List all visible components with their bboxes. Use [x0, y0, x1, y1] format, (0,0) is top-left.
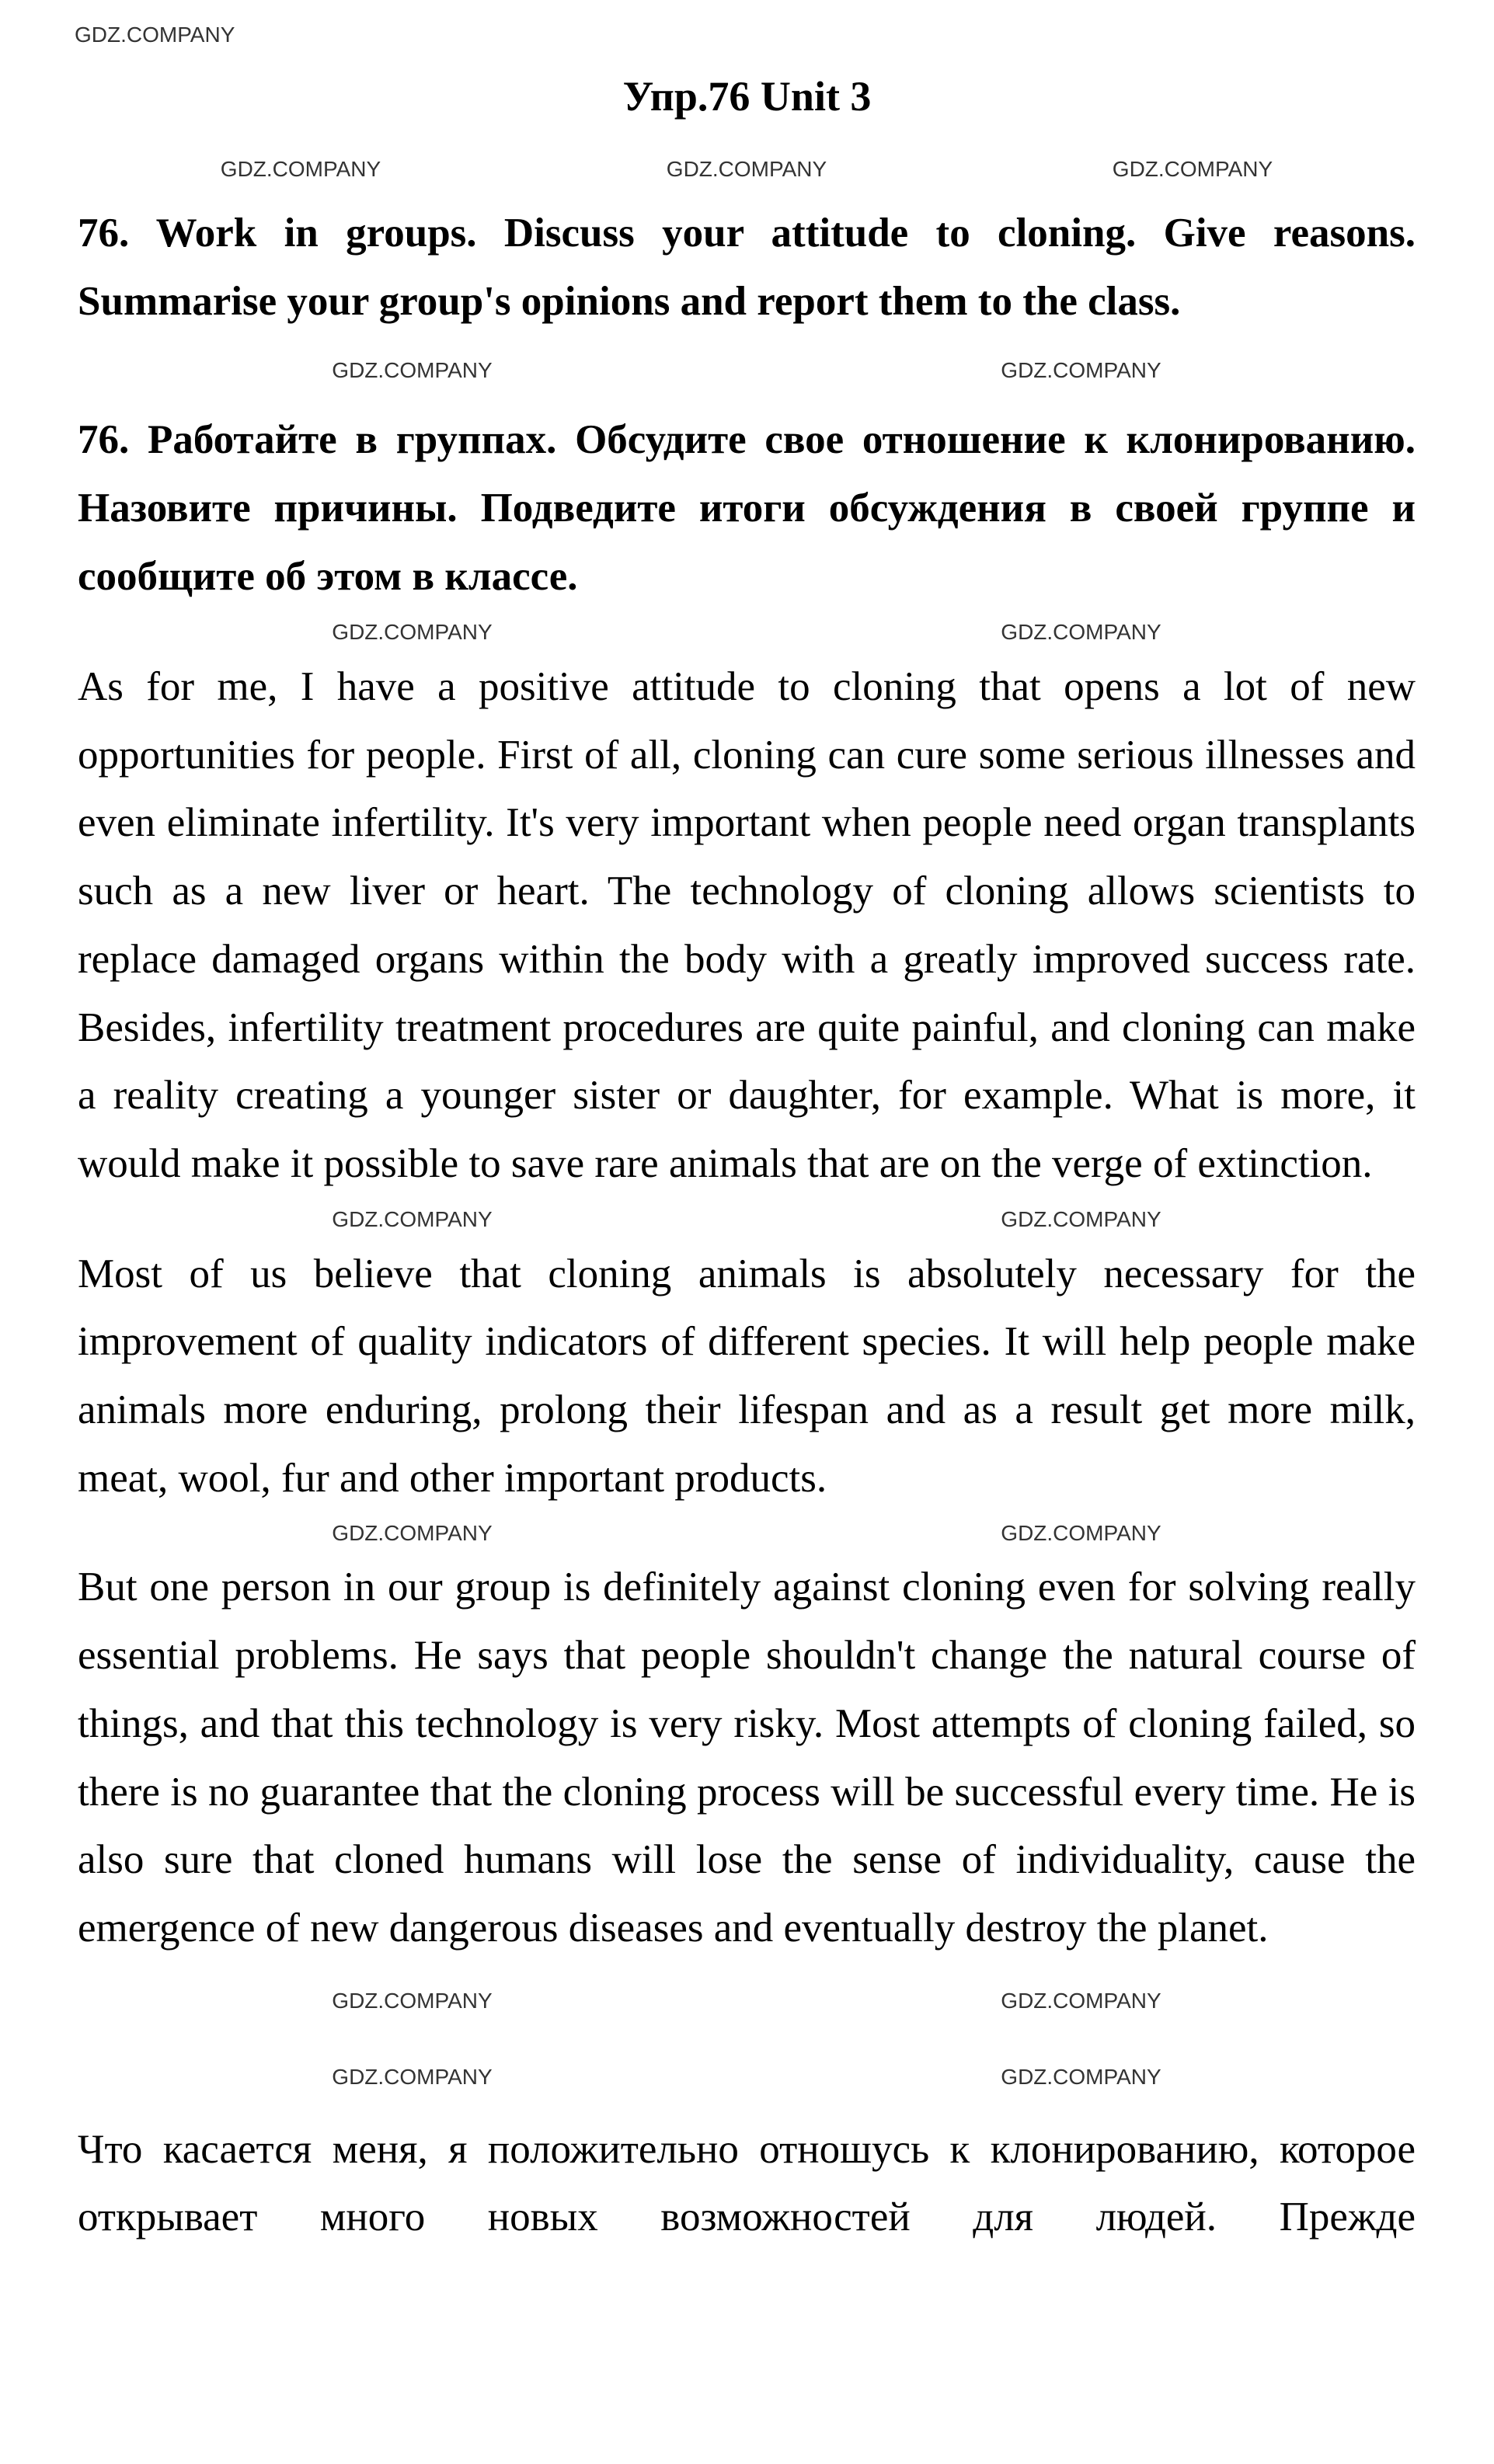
answer-paragraph-2: Most of us believe that cloning animals is absolutely necessary for the improvement of quality indicators of different species. It will help people make animals more enduring, prolong their lifespan and as a result get more milk, meat, wool, fur and other important products. — [78, 1251, 1416, 1501]
watermark: GDZ.COMPANY — [1001, 1988, 1161, 2013]
watermark: GDZ.COMPANY — [332, 1206, 493, 1231]
answer-paragraph-3: But one person in our group is definitely against cloning even for solving really essential problems. He says that people shouldn't change the natural course of things, and that this technology is very risky. Most attempts of cloning failed, so there is no guarantee that the cloning process will be successful every time. He is also sure that cloned humans will lose the sense of individuality, cause the emergence of new dangerous diseases and eventually destroy the planet. — [78, 1564, 1416, 1951]
task-russian: 76. Работайте в группах. Обсудите свое отношение к клонированию. Назовите причины. Подведите итоги обсуждения в своей группе и сообщите об этом в классе. — [78, 417, 1416, 599]
watermark-row — [78, 1512, 1416, 1554]
watermark: GDZ.COMPANY — [332, 1988, 493, 2013]
page-title: Упр.76 Unit 3 — [622, 73, 872, 120]
watermark: GDZ.COMPANY — [1001, 1206, 1161, 1231]
watermark: GDZ.COMPANY — [1001, 2065, 1161, 2090]
watermark: GDZ.COMPANY — [332, 619, 493, 644]
watermark-row — [78, 140, 1416, 199]
answer-paragraph-1: As for me, I have a positive attitude to cloning that opens a lot of new opportunities for people. First of all, cloning can cure some serious illnesses and even eliminate infertility. It's very important when people need organ transplants such as a new liver or heart. The technology of cloning allows scientists to replace damaged organs within the body with a greatly improved success rate. Besides, infertility treatment procedures are quite painful, and cloning can make a reality creating a younger sister or daughter, for example. What is more, it would make it possible to save rare animals that are on the verge of extinction. — [78, 664, 1416, 1186]
watermark: GDZ.COMPANY — [332, 1520, 493, 1545]
watermark: GDZ.COMPANY — [1001, 619, 1161, 644]
watermark-row — [78, 2066, 1416, 2089]
watermark: GDZ.COMPANY — [332, 358, 493, 382]
watermark-row — [78, 611, 1416, 653]
watermark-row — [78, 1199, 1416, 1241]
content — [78, 140, 1416, 2252]
watermark: GDZ.COMPANY — [220, 157, 381, 181]
watermark: GDZ.COMPANY — [332, 2065, 493, 2090]
watermark: GDZ.COMPANY — [666, 157, 827, 181]
answer-paragraph-ru: Что касается меня, я положительно отношусь к клонированию, которое открывает много новых возможностей для людей. Прежде — [78, 2126, 1416, 2240]
task-english: 76. Work in groups. Discuss your attitude to cloning. Give reasons. Summarise your group's opinions and report them to the class. — [78, 211, 1416, 324]
watermark-area — [78, 1963, 1416, 2116]
watermark-row — [78, 1989, 1416, 2013]
watermark: GDZ.COMPANY — [1001, 1520, 1161, 1545]
watermark: GDZ.COMPANY — [75, 23, 235, 47]
watermark: GDZ.COMPANY — [1001, 358, 1161, 382]
watermark-row — [78, 336, 1416, 405]
watermark: GDZ.COMPANY — [1112, 157, 1273, 181]
